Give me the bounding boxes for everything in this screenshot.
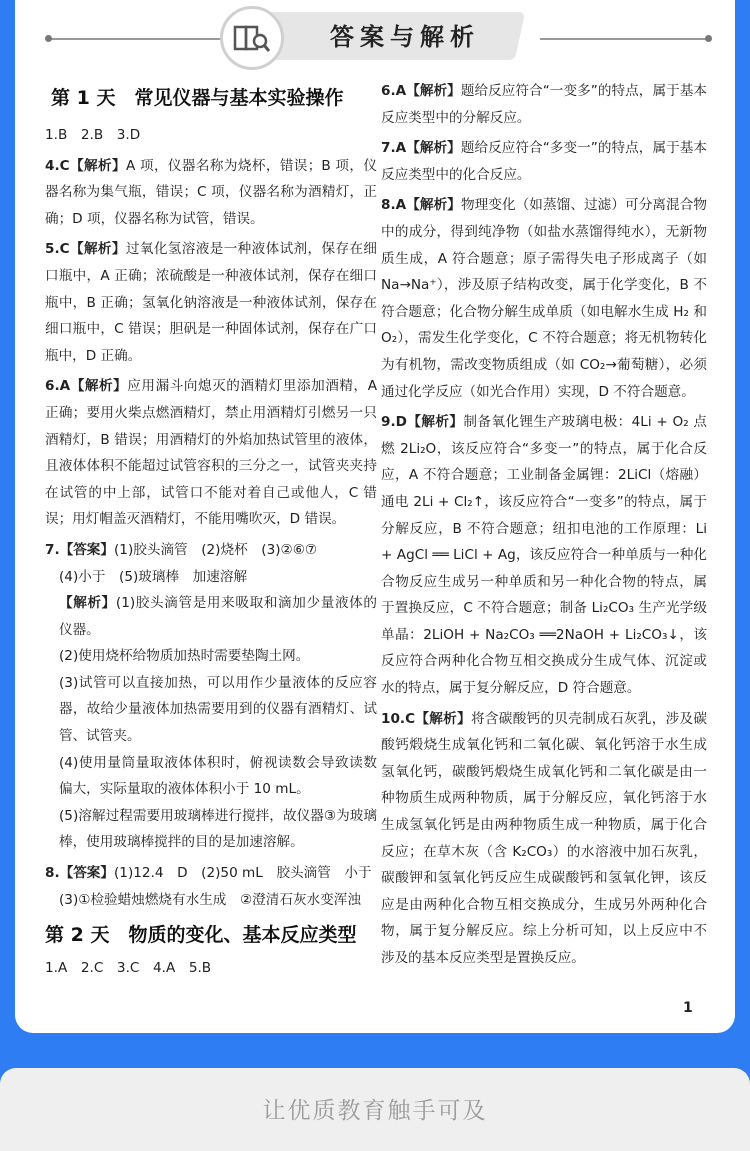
question-9 [381,409,707,702]
question-number: 10.C [381,710,416,727]
analysis-text: (4)使用量筒量取液体体积时，俯视读数会导致读数偏大，实际量取的液体体积小于 10 mL。 [59,754,377,798]
header-rule-left [47,38,222,40]
analysis-text: (5)溶解过程需要用玻璃棒进行搅拌，故仪器③为玻璃棒，使用玻璃棒搅拌的目的是加速溶解。 [59,807,377,851]
page-header [15,0,735,70]
answer-line: (3)①检验蜡烛燃烧有水生成 ②澄清石灰水变浑浊 [59,891,361,908]
analysis-text: 将含碳酸钙的贝壳制成石灰乳，涉及碳酸钙煅烧生成氧化钙和二氧化碳、氧化钙溶于水生成氢氧化钙，碳酸钙煅烧生成氧化钙和二氧化碳是由一种物质生成两种物质，属于分解反应，氧化钙溶于水生成氢氧化钙是由两种物质生成一种物质，属于化合反应；在草木灰（含 K₂CO₃）的水溶液中加石灰乳，碳酸钾和氢氧化钙反应生成碳酸钙和氢氧化钾，该反应是由两种化合物互相交换成分，生成另外两种化合物，属于复分解反应。综上分析可知，以上反应中不涉及的基本反应类型是置换反应。 [381,710,708,966]
page-title: 答案与解析 [330,23,480,51]
analysis-text: (1)胶头滴管是用来吸取和滴加少量液体的仪器。 [59,595,377,638]
header-rule-right [540,38,710,40]
left-column [45,78,377,986]
answer-tag: 【答案】 [59,541,114,558]
answer-line: (4)小于 (5)玻璃棒 加速溶解 [59,568,248,585]
analysis-tag: 【解析】 [69,241,126,258]
analysis-text: 物理变化（如蒸馏、过滤）可分离混合物中的成分，得到纯净物（如盐水蒸馏得纯水），无新物质生成，A 符合题意；原子需得失电子形成离子（如 Na→Na⁺），涉及原子结构改变，属于化学变化，B 不符合题意；化合物分解生成单质（如电解水生成 H₂ 和 O₂），需发生化学变化，C 不符合题意；将无机物转化为有机物，需改变物质组成（如 CO₂→葡萄糖），必须通过化学反应（如光合作用）实现，D 不符合题意。 [381,197,708,400]
question-number: 6.A [381,83,407,99]
analysis-text: 题给反应符合“一变多”的特点，属于基本反应类型中的分解反应。 [381,83,707,126]
question-number: 6.A [45,378,71,395]
analysis-tag: 【解析】 [70,378,128,395]
day2-title: 第 2 天 物质的变化、基本反应类型 [45,924,357,947]
analysis-tag: 【解析】 [69,157,126,174]
header-dot-right [705,35,712,42]
analysis-text: 制备氧化锂生产玻璃电极：4Li + O₂ 点燃 2Li₂O，该反应符合“多变一”的特点，属于化合反应，A 不符合题意；工业制备金属锂：2LiCl（熔融）通电 2Li + Cl₂↑，该反应符合“一变多”的特点，属于分解反应，B 不符合题意；纽扣电池的工作原理：Li + AgCl ══ LiCl + Ag，该反应符合一种单质与一种化合物反应生成另一种单质和另一种化合物的特点，属于置换反应，C 不符合题意；制备 Li₂CO₃ 生产光学级单晶：2LiOH + Na₂CO₃ ══2NaOH + Li₂CO₃↓，该反应符合两种化合物互相交换成分生成气体、沉淀或水的特点，属于复分解反应，D 符合题意。 [381,414,707,697]
analysis-text: (3)试管可以直接加热，可以用作少量液体的反应容器，故给少量液体加热需要用到的仪器有酒精灯、试管、试管夹。 [59,674,377,745]
book-magnifier-icon [220,6,284,70]
question-6 [45,373,377,533]
question-8 [381,192,707,405]
analysis-text: (2)使用烧杯给物质加热时需要垫陶土网。 [59,648,310,665]
question-number: 7.A [381,140,407,157]
analysis-tag: 【解析】 [59,595,116,612]
question-6 [381,78,707,131]
answer-line: (1)12.4 D (2)50 mL 胶头滴管 小于 [114,865,372,882]
question-number: 7. [45,541,60,558]
footer-slogan: 让优质教育触手可及 [262,1098,488,1124]
analysis-tag: 【解析】 [415,710,471,727]
question-number: 8.A [381,197,407,214]
question-7-answer [45,537,377,564]
question-number: 9.D [381,414,407,431]
analysis-tag: 【解析】 [406,197,461,214]
answer-page [15,0,735,1033]
analysis-text: A 项，仪器名称为烧杯，错误；B 项，仪器名称为集气瓶，错误；C 项，仪器名称为酒精灯，正确；D 项，仪器名称为试管，错误。 [45,157,377,227]
header-dot-left [45,35,52,42]
question-number: 4.C [45,157,70,174]
answer-tag: 【答案】 [59,865,114,882]
answer-line: (1)胶头滴管 (2)烧杯 (3)②⑥⑦ [114,541,318,558]
answers-1-3: 1.B 2.B 3.D [45,127,141,143]
page-number: 1 [683,1000,693,1016]
analysis-tag: 【解析】 [406,83,461,99]
analysis-tag: 【解析】 [406,414,464,431]
analysis-tag: 【解析】 [406,140,461,157]
analysis-text: 题给反应符合“多变一”的特点，属于基本反应类型中的化合反应。 [381,140,707,183]
question-number: 8. [45,865,60,882]
answers-1-5: 1.A 2.C 3.C 4.A 5.B [45,960,212,977]
right-column [381,78,707,976]
question-7-analysis [45,590,377,643]
analysis-text: 应用漏斗向熄灭的酒精灯里添加酒精，A 正确；要用火柴点燃酒精灯，禁止用酒精灯引燃另一只酒精灯，B 错误；用酒精灯的外焰加热试管里的液体，且液体体积不能超过试管容积的三分之一，试管夹夹持在试管的中上部，试管口不能对着自己或他人，C 错误；用灯帽盖灭酒精灯，不能用嘴吹灭，D 错误。 [45,378,377,528]
question-number: 5.C [45,241,70,258]
analysis-text: 过氧化氢溶液是一种液体试剂，保存在细口瓶中，A 正确；浓硫酸是一种液体试剂，保存在细口瓶中，B 正确；氢氧化钠溶液是一种液体试剂，保存在细口瓶中，C 错误；胆矾是一种固体试剂，保存在广口瓶中，D 正确。 [45,241,378,364]
day1-title: 第 1 天 常见仪器与基本实验操作 [51,87,344,109]
question-8-answer [45,860,377,887]
question-7 [381,135,707,188]
question-5 [45,236,377,369]
question-10 [381,706,707,972]
question-4 [45,153,377,233]
